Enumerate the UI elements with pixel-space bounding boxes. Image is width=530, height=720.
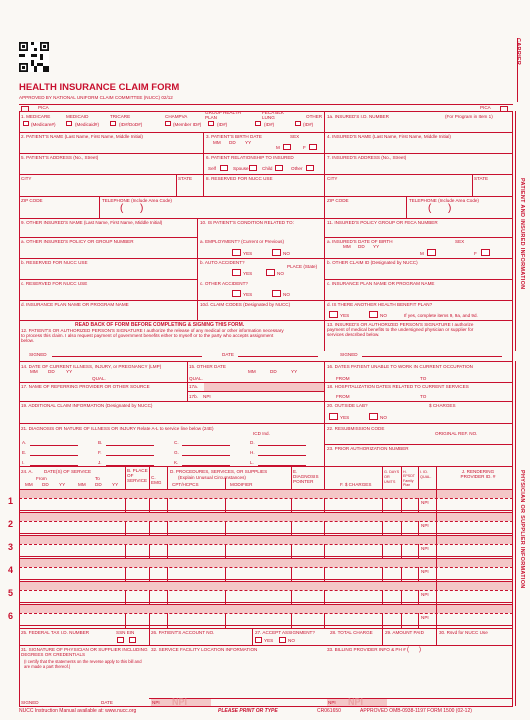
tricare-checkbox[interactable] — [110, 121, 116, 126]
service-row-shade — [20, 489, 436, 498]
another-yes-checkbox[interactable] — [329, 311, 338, 318]
rel-child-checkbox[interactable] — [275, 165, 283, 171]
service-line-npi: NPI — [421, 523, 429, 528]
other-acc-no-checkbox[interactable] — [272, 290, 281, 297]
rel-other-checkbox[interactable] — [306, 165, 314, 171]
patient-signed-label: SIGNED — [29, 352, 47, 357]
approved-text: APPROVED BY NATIONAL UNIFORM CLAIM COMMITTEE (NUCC) 02/12 — [19, 95, 173, 100]
service-line-number: 4 — [8, 565, 14, 575]
c-plan-label: c. INSURANCE PLAN NAME OR PROGRAM NAME — [327, 281, 435, 286]
insured-signed-label: SIGNED — [340, 352, 358, 357]
accept-no-checkbox[interactable] — [279, 637, 286, 643]
insured-sex-f-checkbox[interactable] — [481, 249, 490, 256]
carrier-bracket — [517, 38, 526, 102]
service-line-npi: NPI — [421, 592, 429, 597]
b-reserved-label: b. RESERVED FOR NUCC USE — [21, 260, 88, 265]
service-row-shade — [437, 535, 512, 544]
patient-address-label: 5. PATIENT'S ADDRESS (No., Street) — [21, 155, 99, 160]
other-label: OTHER — [306, 114, 323, 119]
insured-name-label: 4. INSURED'S NAME (Last Name, First Name, Middle Initial) — [327, 134, 451, 139]
insured-address-label: 7. INSURED'S ADDRESS (No., Street) — [327, 155, 407, 160]
read-back-text: READ BACK OF FORM BEFORE COMPLETING & SIGNING THIS FORM. — [75, 322, 245, 328]
service-line-npi: NPI — [421, 569, 429, 574]
service-row-shade — [437, 581, 512, 590]
a-policy-label: a. OTHER INSURED'S POLICY OR GROUP NUMBER — [21, 239, 134, 244]
pica-right-label: PICA — [480, 105, 491, 110]
medicare-checkbox[interactable] — [23, 121, 29, 126]
service-line-number: 5 — [8, 588, 14, 598]
service-row-shade — [20, 535, 436, 544]
sex-m-checkbox[interactable] — [283, 144, 291, 150]
d-plan-label: d. INSURANCE PLAN NAME OR PROGRAM NAME — [21, 302, 129, 307]
insured-sex-m-checkbox[interactable] — [427, 249, 436, 256]
service-row-shade — [20, 581, 436, 590]
group-sub: (ID#) — [217, 122, 228, 127]
claim-codes-label: 10d. CLAIM CODES (Designated by NUCC) — [200, 302, 291, 307]
champva-checkbox[interactable] — [165, 121, 171, 126]
sex-label: SEX — [290, 134, 300, 139]
service-line-npi: NPI — [421, 615, 429, 620]
zip-label: ZIP CODE — [21, 198, 43, 203]
rel-self-checkbox[interactable] — [220, 165, 228, 171]
other-claim-label: b. OTHER CLAIM ID (Designated by NUCC) — [327, 260, 418, 265]
patient-name-label: 2. PATIENT'S NAME (Last Name, First Name, Middle Initial) — [21, 134, 143, 139]
side-patient-label: PATIENT AND INSURED INFORMATION — [519, 178, 525, 290]
program-label: (For Program in Item 1) — [445, 114, 493, 119]
champva-sub: (Member ID#) — [173, 122, 202, 127]
service-row-shade — [437, 512, 512, 521]
service-line-number: 3 — [8, 542, 14, 552]
medicaid-checkbox[interactable] — [66, 121, 72, 126]
service-row-shade — [20, 512, 436, 521]
employment-no-checkbox[interactable] — [272, 249, 281, 256]
ein-checkbox[interactable] — [129, 637, 136, 643]
outside-lab-no-checkbox[interactable] — [369, 413, 378, 420]
champva-label: CHAMPVA — [165, 114, 188, 119]
feca-checkbox[interactable] — [255, 121, 261, 126]
feca-sub: (ID#) — [264, 122, 275, 127]
service-line-npi: NPI — [421, 500, 429, 505]
group-label: GROUP HEALTH PLAN — [205, 110, 241, 120]
insured-state-label: STATE — [474, 176, 489, 181]
group-checkbox[interactable] — [208, 121, 214, 126]
service-row-shade — [437, 558, 512, 567]
birth-date-label: 3. PATIENT'S BIRTH DATE — [206, 134, 262, 139]
rel-spouse-checkbox[interactable] — [249, 165, 257, 171]
accept-yes-checkbox[interactable] — [255, 637, 262, 643]
carrier-label: CARRIER — [515, 38, 521, 66]
medicare-sub: (Medicare#) — [31, 122, 56, 127]
other-checkbox[interactable] — [295, 121, 301, 126]
tricare-label: TRICARE — [110, 114, 131, 119]
telephone-label: TELEPHONE (Include Area Code) — [102, 198, 172, 203]
c-reserved-label: c. RESERVED FOR NUCC USE — [21, 281, 88, 286]
condition-label: 10. IS PATIENT'S CONDITION RELATED TO: — [200, 220, 294, 225]
service-row-shade — [437, 604, 512, 613]
service-line-npi: NPI — [421, 546, 429, 551]
insured-id-label: 1a. INSURED'S I.D. NUMBER — [327, 114, 389, 119]
relationship-label: 6. PATIENT RELATIONSHIP TO INSURED — [206, 155, 294, 160]
outside-lab-yes-checkbox[interactable] — [329, 413, 338, 420]
service-row-shade — [437, 489, 512, 498]
feca-label: FECA BLK LUNG — [262, 110, 284, 120]
pica-left-label: PICA — [38, 105, 49, 110]
other-sub: (ID#) — [303, 122, 314, 127]
insured-birth-label: a. INSURED'S DATE OF BIRTH — [327, 239, 393, 244]
auto-yes-checkbox[interactable] — [232, 269, 241, 276]
insured-zip-label: ZIP CODE — [327, 198, 349, 203]
medicaid-label: MEDICAID — [66, 114, 89, 119]
tricare-sub: (ID#/DoD#) — [119, 122, 143, 127]
service-row-shade — [20, 558, 436, 567]
please-print: PLEASE PRINT OR TYPE — [218, 708, 278, 714]
reserved8-label: 8. RESERVED FOR NUCC USE — [206, 176, 273, 181]
other-acc-yes-checkbox[interactable] — [232, 290, 241, 297]
other-insured-label: 9. OTHER INSURED'S NAME (Last Name, First Name, Middle Initial) — [21, 220, 163, 225]
auto-no-checkbox[interactable] — [266, 269, 275, 276]
service-row-shade — [20, 604, 436, 613]
sex-f-checkbox[interactable] — [309, 144, 317, 150]
employment-label: a. EMPLOYMENT? (Current or Previous) — [200, 239, 284, 244]
patient-date-label: DATE — [222, 352, 234, 357]
state-label: STATE — [178, 176, 193, 181]
auto-accident-label: b. AUTO ACCIDENT? — [200, 260, 245, 265]
policy-label: 11. INSURED'S POLICY GROUP OR FECA NUMBER — [327, 220, 438, 225]
service-line-number: 1 — [8, 496, 14, 506]
nucc-instructions: NUCC Instruction Manual available at: www.nucc.org — [19, 708, 137, 714]
another-plan-label: d. IS THERE ANOTHER HEALTH BENEFIT PLAN? — [327, 302, 433, 307]
city-label: CITY — [21, 176, 32, 181]
service-line-number: 2 — [8, 519, 14, 529]
other-accident-label: c. OTHER ACCIDENT? — [200, 281, 248, 286]
medicare-label: 1. MEDICARE — [21, 114, 51, 119]
employment-yes-checkbox[interactable] — [232, 249, 241, 256]
another-no-checkbox[interactable] — [369, 311, 378, 318]
qr-code-icon — [19, 42, 49, 72]
service-line-number: 6 — [8, 611, 14, 621]
claim-form-sheet: HEALTH INSURANCE CLAIM FORM APPROVED BY NATIONAL UNIFORM CLAIM COMMITTEE (NUCC) 02/12 CARRIER PICA PICA 1. MEDICARE MEDICAID TRICARE CHAMPVA GROUP HEALTH PLAN FECA BLK LUNG OTHER (Medicare#) (Medicaid#) (ID#/DoD#) (Member ID#) (ID#) (ID#) (ID#) 1a. INSURED'S I.D. NUMBER (For Program in Item 1) 2. PATIENT'S NAME (Last Name, First Name, Middle Initial) 3. PATIENT'S BIRTH DATE SEX MM DD YY M F 4. INSURED'S NAME (Last Name, First Name, Middle Initial) 5. PATIENT'S ADDRESS (No., Street) 6. PATIENT RELATIONSHIP TO INSURED Self Spouse Child Other 7. INSURED'S ADDRESS (No., Street) CITY STATE 8. RESERVED FOR NUCC USE CITY STATE ZIP CODE TELEPHONE (Include Area Code) ( ) ZIP CODE TELEPHONE (Include Area Code) ( ) 9. OTHER INSURED'S NAME (Last Name, First Name, Middle Initial) 10. IS PATIENT'S CONDITION RELATED TO: 11. INSURED'S POLICY GROUP OR FECA NUMBER a. OTHER INSURED'S POLICY OR GROUP NUMBER a. EMPLOYMENT? (Current or Previous) YES NO a. INSURED'S DATE OF BIRTH SEX MM DD YY M F b. RESERVED FOR NUCC USE b. AUTO ACCIDENT? PLACE (State) YES NO b. OTHER CLAIM ID (Designated by NUCC) c. RESERVED FOR NUCC USE c. OTHER ACCIDENT? YES NO c. INSURANCE PLAN NAME OR PROGRAM NAME d. INSURANCE PLAN NAME OR PROGRAM NAME 10d. CLAIM CODES (Designated by NUCC) d. IS THERE ANOTHER HEALTH BENEFIT PLAN? YES NO If yes, complete items 9, 9a, and 9d. READ BACK OF FORM BEFORE COMPLETING & SIGNING THIS FORM. 12. PATIENT'S OR AUTHORIZED PERSON'S SIGNATURE I authorize the release of any medical or other information necessary to process this claim. I also request payment of government benefits either to myself or to the party who accepts assignment below. 13. INSURED'S OR AUTHORIZED PERSON'S SIGNATURE I authorize payment of medical benefits to the undersigned physician or supplier for services described below. SIGNED DATE SIGNED 14. DATE OF CURRENT ILLNESS, INJURY, or PREGNANCY (LMP) MM DD YY QUAL. 15. OTHER DATE QUAL. MM DD YY 16. DATES PATIENT UNABLE TO WORK IN CURRENT OCCUPATION FROM TO 17. NAME OF REFERRING PROVIDER OR OTHER SOURCE 17a. 17b. NPI 18. HOSPITALIZATION DATES RELATED TO CURRENT SERVICES FROM TO 19. ADDITIONAL CLAIM INFORMATION (Designated by NUCC) 20. OUTSIDE LAB? $ CHARGES YES NO 21. DIAGNOSIS OR NATURE OF ILLNESS OR INJURY Relate A-L to service line below (24E) ICD Ind. A. B. C. D. E. F. G. H. I. J. K. L. 22. RESUBMISSION CODE ORIGINAL REF. NO. 23. PRIOR AUTHORIZATION NUMBER 24. A. DATE(S) OF SERVICE From To MM DD YY MM DD YY B. PLACE OF SERVICE C. EMG D. PROCEDURES, SERVICES, OR SUPPLIES (Explain Unusual Circumstances) CPT/HCPCS MODIFIER E. DIAGNOSIS POINTER F. $ CHARGES G. DAYS OR UNITS H. EPSDT Family Plan I. ID. QUAL. J. RENDERING PROVIDER ID. # 1 NPI 2 NPI 3 NPI 4 NPI 5 NPI 6 NPI 25. FEDERAL TAX I.D. NUMBER SSN EIN 26. PATIENT'S ACCOUNT NO. 27. ACCEPT ASSIGNMENT? YES NO 28. TOTAL CHARGE 29. AMOUNT PAID 30. Rsvd for NUCC Use 31. SIGNATURE OF PHYSICIAN OR SUPPLIER INCLUDING DEGREES OR CREDENTIALS (I certify that the statements on the reverse apply to this bill and are made a part thereof.) 32. SERVICE FACILITY LOCATION INFORMATION 33. BILLING PROVIDER INFO & PH # ( ) NPI NPI NPI NPI SIGNED DATE NUCC Instruction Manual available at: www.nucc.org PLEASE PRINT OR TYPE CR061650 APPROVED OMB-0938-1197 FORM 1500 (02-12) PATIENT AND INSURED INFORMATION PHYSICIAN OR SUPPLIER INFORMATION — [0, 0, 530, 720]
side-physician-label: PHYSICIAN OR SUPPLIER INFORMATION — [519, 470, 525, 589]
form-title: HEALTH INSURANCE CLAIM FORM — [19, 82, 180, 93]
insured-telephone-label: TELEPHONE (Include Area Code) — [409, 198, 479, 203]
insured-city-label: CITY — [327, 176, 338, 181]
medicaid-sub: (Medicaid#) — [75, 122, 99, 127]
ssn-checkbox[interactable] — [117, 637, 124, 643]
